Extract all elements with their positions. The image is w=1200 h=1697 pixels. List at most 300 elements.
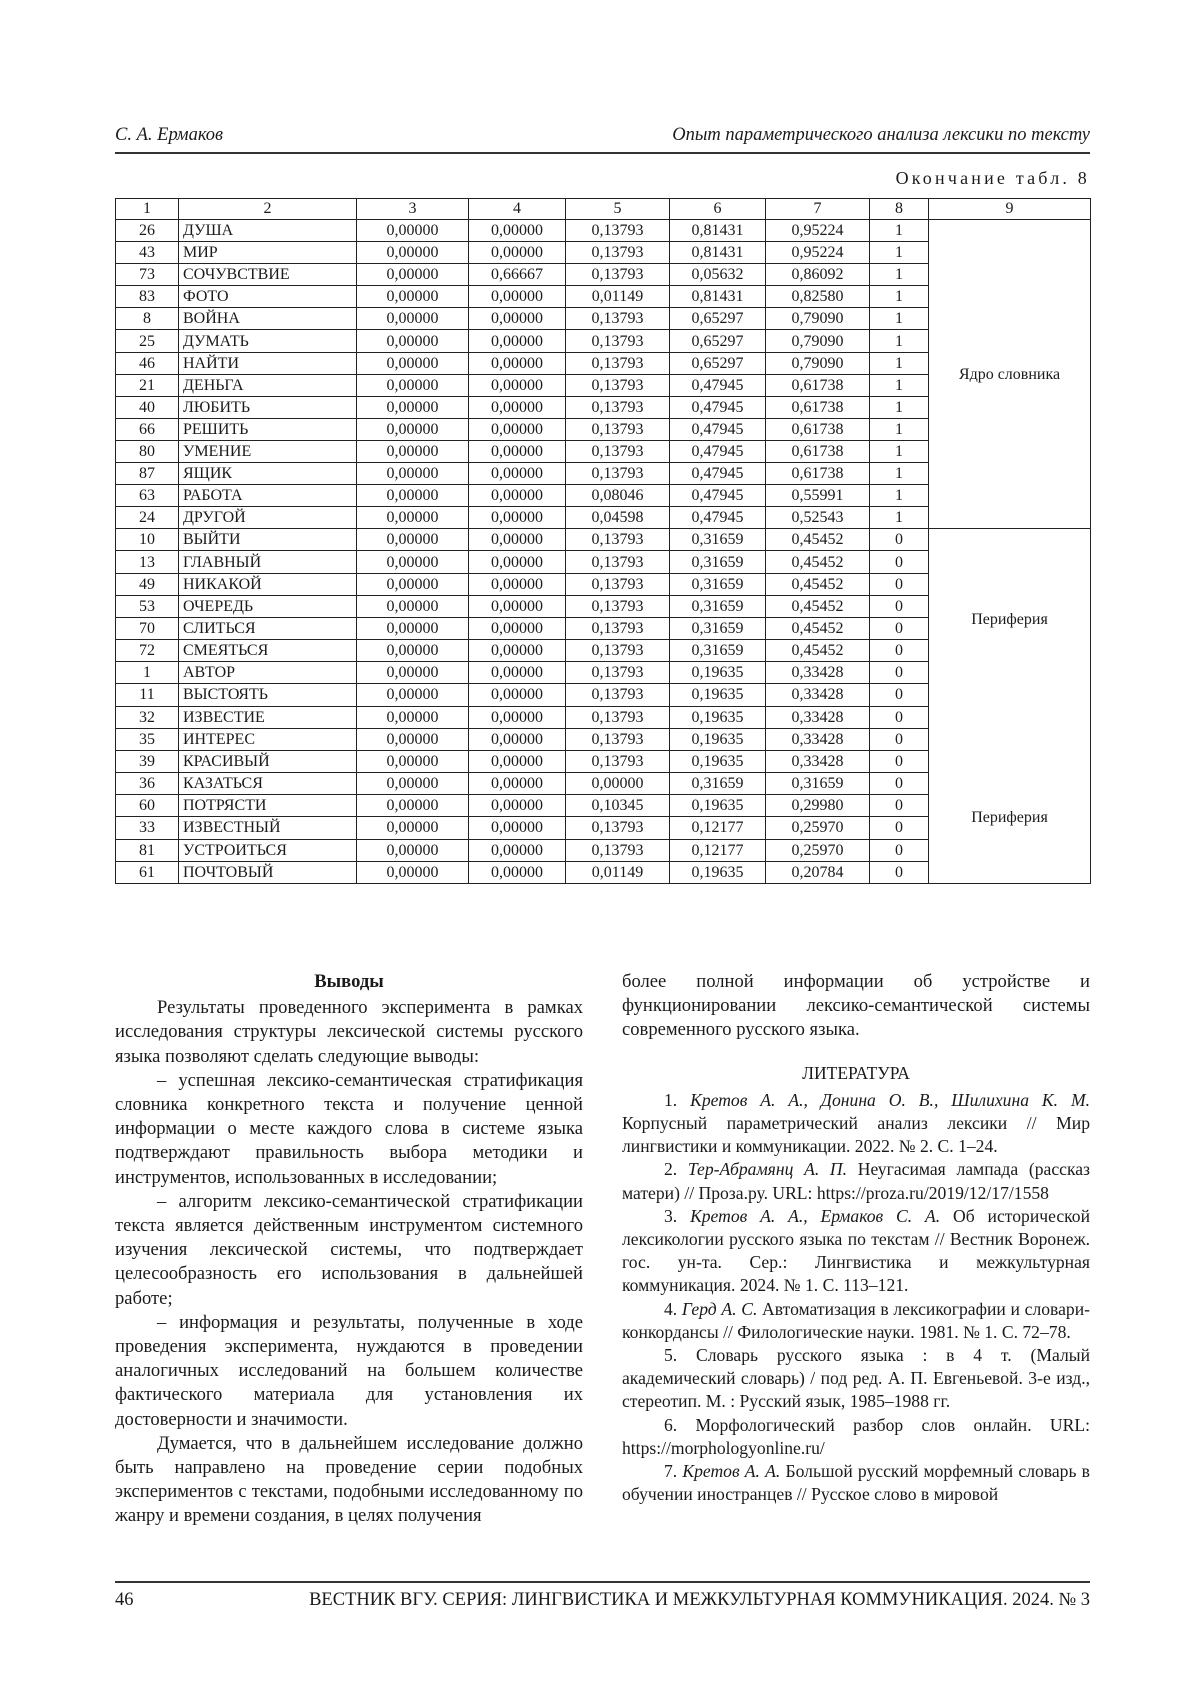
- word-cell: НИКАКОЙ: [179, 573, 357, 595]
- value-cell: 0,65297: [670, 308, 766, 330]
- data-table: [115, 198, 1091, 884]
- reference-item: [622, 1414, 1090, 1460]
- word-cell: ИНТЕРЕС: [179, 728, 357, 750]
- id-cell: 73: [116, 264, 179, 286]
- value-cell: 0,00000: [469, 706, 566, 728]
- value-cell: 0,00000: [469, 551, 566, 573]
- value-cell: 0,00000: [357, 795, 469, 817]
- reference-number: 3.: [664, 1205, 678, 1226]
- reference-number: 6.: [664, 1414, 678, 1435]
- value-cell: 0,00000: [357, 286, 469, 308]
- value-cell: 0,95224: [766, 220, 870, 242]
- value-cell: 0,33428: [766, 706, 870, 728]
- id-cell: 39: [116, 750, 179, 772]
- value-cell: 0,55991: [766, 485, 870, 507]
- value-cell: 0,47945: [670, 440, 766, 462]
- reference-text: Корпусный параметрический анализ лексики // Мир лингвистики и коммуникации. 2022. № 2. С. 1–24.: [622, 1113, 1090, 1157]
- word-cell: ДУМАТЬ: [179, 330, 357, 352]
- value-cell: 0,00000: [469, 507, 566, 529]
- value-cell: 0,20784: [766, 861, 870, 883]
- column-header: 5: [566, 199, 670, 220]
- value-cell: 0,00000: [469, 308, 566, 330]
- value-cell: 0,86092: [766, 264, 870, 286]
- value-cell: 0,13793: [566, 684, 670, 706]
- value-cell: 0,00000: [469, 573, 566, 595]
- value-cell: 0,33428: [766, 662, 870, 684]
- value-cell: 1: [870, 286, 929, 308]
- value-cell: 0: [870, 617, 929, 639]
- reference-authors: Герд А. С.: [681, 1298, 758, 1319]
- id-cell: 61: [116, 861, 179, 883]
- right-column: [622, 970, 1090, 1506]
- value-cell: 0,00000: [357, 418, 469, 440]
- value-cell: 0,13793: [566, 662, 670, 684]
- value-cell: 0,13793: [566, 617, 670, 639]
- value-cell: 0: [870, 728, 929, 750]
- value-cell: 1: [870, 308, 929, 330]
- value-cell: 0,13793: [566, 728, 670, 750]
- reference-item: [622, 1460, 1090, 1506]
- id-cell: 60: [116, 795, 179, 817]
- value-cell: 0,00000: [357, 529, 469, 551]
- id-cell: 35: [116, 728, 179, 750]
- value-cell: 0,79090: [766, 352, 870, 374]
- value-cell: 0: [870, 684, 929, 706]
- value-cell: 0,12177: [670, 817, 766, 839]
- value-cell: 0,00000: [566, 773, 670, 795]
- value-cell: 0,52543: [766, 507, 870, 529]
- value-cell: 0,31659: [670, 773, 766, 795]
- id-cell: 49: [116, 573, 179, 595]
- value-cell: 0,31659: [766, 773, 870, 795]
- group-label: Ядро словника: [958, 365, 1061, 383]
- reference-list: [622, 1089, 1090, 1507]
- value-cell: 0,61738: [766, 418, 870, 440]
- value-cell: 0: [870, 640, 929, 662]
- value-cell: 0,31659: [670, 617, 766, 639]
- value-cell: 0,47945: [670, 485, 766, 507]
- id-cell: 43: [116, 242, 179, 264]
- value-cell: 0,00000: [357, 330, 469, 352]
- value-cell: 1: [870, 264, 929, 286]
- value-cell: 0,00000: [469, 773, 566, 795]
- value-cell: 0,00000: [469, 220, 566, 242]
- id-cell: 1: [116, 662, 179, 684]
- value-cell: 0,00000: [469, 640, 566, 662]
- value-cell: 0,00000: [357, 507, 469, 529]
- value-cell: 0,13793: [566, 396, 670, 418]
- value-cell: 0,00000: [357, 352, 469, 374]
- id-cell: 80: [116, 440, 179, 462]
- value-cell: 1: [870, 440, 929, 462]
- value-cell: 0,00000: [469, 795, 566, 817]
- word-cell: РАБОТА: [179, 485, 357, 507]
- column-header: 4: [469, 199, 566, 220]
- id-cell: 72: [116, 640, 179, 662]
- value-cell: 0: [870, 817, 929, 839]
- value-cell: 0,00000: [469, 440, 566, 462]
- value-cell: 0,00000: [469, 330, 566, 352]
- value-cell: 0,00000: [469, 485, 566, 507]
- value-cell: 1: [870, 418, 929, 440]
- value-cell: 0: [870, 706, 929, 728]
- value-cell: 0,81431: [670, 242, 766, 264]
- value-cell: 0,95224: [766, 242, 870, 264]
- value-cell: 0,45452: [766, 529, 870, 551]
- value-cell: 0,00000: [469, 662, 566, 684]
- word-cell: ЛЮБИТЬ: [179, 396, 357, 418]
- table-row: [116, 220, 1091, 242]
- value-cell: 0,00000: [469, 286, 566, 308]
- value-cell: 0,45452: [766, 617, 870, 639]
- group-cell: [929, 529, 1091, 884]
- id-cell: 70: [116, 617, 179, 639]
- value-cell: 0,81431: [670, 286, 766, 308]
- value-cell: 0,05632: [670, 264, 766, 286]
- column-header: 6: [670, 199, 766, 220]
- value-cell: 0,00000: [469, 684, 566, 706]
- value-cell: 1: [870, 220, 929, 242]
- value-cell: 0,13793: [566, 839, 670, 861]
- word-cell: УСТРОИТЬСЯ: [179, 839, 357, 861]
- reference-item: [622, 1344, 1090, 1414]
- value-cell: 0,31659: [670, 640, 766, 662]
- word-cell: КРАСИВЫЙ: [179, 750, 357, 772]
- value-cell: 0,00000: [357, 440, 469, 462]
- running-head: [115, 125, 1090, 155]
- reference-item: [622, 1158, 1090, 1204]
- value-cell: 0,12177: [670, 839, 766, 861]
- value-cell: 0,13793: [566, 551, 670, 573]
- reference-item: [622, 1298, 1090, 1344]
- reference-number: 2.: [664, 1159, 678, 1180]
- value-cell: 0,01149: [566, 861, 670, 883]
- value-cell: 0,33428: [766, 750, 870, 772]
- value-cell: 0,00000: [469, 418, 566, 440]
- section-title-conclusions: Выводы: [314, 971, 384, 992]
- value-cell: 0: [870, 529, 929, 551]
- value-cell: 0,00000: [357, 595, 469, 617]
- value-cell: 0,00000: [357, 308, 469, 330]
- id-cell: 83: [116, 286, 179, 308]
- value-cell: 0,00000: [357, 374, 469, 396]
- value-cell: 0,00000: [357, 728, 469, 750]
- value-cell: 1: [870, 485, 929, 507]
- value-cell: 0,13793: [566, 352, 670, 374]
- value-cell: 0: [870, 795, 929, 817]
- reference-text: Морфологический разбор слов онлайн. URL: https://morphologyonline.ru/: [622, 1414, 1090, 1458]
- value-cell: 0,29980: [766, 795, 870, 817]
- value-cell: 0,01149: [566, 286, 670, 308]
- id-cell: 24: [116, 507, 179, 529]
- value-cell: 0,00000: [469, 817, 566, 839]
- value-cell: 0,82580: [766, 286, 870, 308]
- word-cell: СЛИТЬСЯ: [179, 617, 357, 639]
- value-cell: 1: [870, 396, 929, 418]
- word-cell: ДЕНЬГА: [179, 374, 357, 396]
- id-cell: 11: [116, 684, 179, 706]
- word-cell: РЕШИТЬ: [179, 418, 357, 440]
- value-cell: 0,00000: [357, 617, 469, 639]
- column-header: 1: [116, 199, 179, 220]
- word-cell: ЯЩИК: [179, 463, 357, 485]
- reference-text: Об исторической лексикологии русского языка по текстам // Вестник Воронеж. гос. ун-та. Сер.: Лингвистика и межкультурная коммуникация. 2024. № 1. С. 113–121.: [622, 1205, 1090, 1296]
- value-cell: 1: [870, 330, 929, 352]
- value-cell: 0,00000: [357, 264, 469, 286]
- value-cell: 0,13793: [566, 463, 670, 485]
- table-caption: Окончание табл. 8: [895, 168, 1090, 188]
- column-header: 9: [929, 199, 1091, 220]
- id-cell: 46: [116, 352, 179, 374]
- value-cell: 0,13793: [566, 573, 670, 595]
- group-label: Периферия: [971, 809, 1048, 827]
- id-cell: 25: [116, 330, 179, 352]
- value-cell: 0,00000: [357, 485, 469, 507]
- value-cell: 0,00000: [357, 551, 469, 573]
- value-cell: 0,25970: [766, 817, 870, 839]
- value-cell: 0,00000: [357, 242, 469, 264]
- id-cell: 66: [116, 418, 179, 440]
- value-cell: 0,13793: [566, 706, 670, 728]
- value-cell: 0,00000: [357, 861, 469, 883]
- value-cell: 0,25970: [766, 839, 870, 861]
- reference-number: 1.: [664, 1089, 678, 1110]
- value-cell: 0,00000: [357, 463, 469, 485]
- conclusion-paragraph: – успешная лексико-семантическая стратификация словника конкретного текста и получение ценной информации о месте каждого слова в системе языка подтверждают правильность выбора методики и инструментов, использованных в исследовании;: [115, 1069, 583, 1188]
- id-cell: 87: [116, 463, 179, 485]
- value-cell: 0: [870, 861, 929, 883]
- word-cell: ВЫЙТИ: [179, 529, 357, 551]
- word-cell: ДРУГОЙ: [179, 507, 357, 529]
- value-cell: 0,47945: [670, 463, 766, 485]
- value-cell: 0: [870, 839, 929, 861]
- reference-number: 5.: [664, 1345, 678, 1366]
- id-cell: 36: [116, 773, 179, 795]
- value-cell: 0,13793: [566, 640, 670, 662]
- conclusions-column: [115, 970, 583, 1529]
- value-cell: 0,65297: [670, 330, 766, 352]
- running-head-author: С. А. Ермаков: [115, 125, 224, 145]
- id-cell: 26: [116, 220, 179, 242]
- reference-authors: Тер-Абрамянц А. П.: [687, 1159, 848, 1180]
- value-cell: 0: [870, 551, 929, 573]
- reference-number: 4.: [664, 1298, 678, 1319]
- word-cell: НАЙТИ: [179, 352, 357, 374]
- value-cell: 0,61738: [766, 374, 870, 396]
- word-cell: УМЕНИЕ: [179, 440, 357, 462]
- value-cell: 0,31659: [670, 551, 766, 573]
- conclusion-paragraph: Результаты проведенного эксперимента в рамках исследования структуры лексической системы русского языка позволяют сделать следующие выводы:: [115, 997, 583, 1067]
- id-cell: 63: [116, 485, 179, 507]
- value-cell: 1: [870, 352, 929, 374]
- word-cell: ВОЙНА: [179, 308, 357, 330]
- value-cell: 0,00000: [469, 595, 566, 617]
- id-cell: 53: [116, 595, 179, 617]
- value-cell: 0,47945: [670, 418, 766, 440]
- value-cell: 0,00000: [357, 773, 469, 795]
- value-cell: 0,13793: [566, 817, 670, 839]
- id-cell: 8: [116, 308, 179, 330]
- value-cell: 0,47945: [670, 374, 766, 396]
- value-cell: 0,00000: [357, 706, 469, 728]
- reference-text: Неугасимая лампада (рассказ матери) // Проза.ру. URL: https://proza.ru/2019/12/17/1558: [622, 1159, 1090, 1203]
- journal-title: ВЕСТНИК ВГУ. СЕРИЯ: ЛИНГВИСТИКА И МЕЖКУЛЬТУРНАЯ КОММУНИКАЦИЯ. 2024. № 3: [309, 1590, 1090, 1610]
- value-cell: 0,13793: [566, 750, 670, 772]
- id-cell: 33: [116, 817, 179, 839]
- reference-item: [622, 1089, 1090, 1159]
- value-cell: 0: [870, 595, 929, 617]
- literature-title: ЛИТЕРАТУРА: [802, 1062, 910, 1083]
- group-cell: [929, 220, 1091, 529]
- value-cell: 0,31659: [670, 573, 766, 595]
- id-cell: 81: [116, 839, 179, 861]
- value-cell: 0,45452: [766, 551, 870, 573]
- value-cell: 0,00000: [357, 662, 469, 684]
- reference-authors: Кретов А. А., Ермаков С. А.: [690, 1205, 941, 1226]
- value-cell: 0,00000: [469, 617, 566, 639]
- value-cell: 0,00000: [469, 242, 566, 264]
- value-cell: 0,00000: [357, 839, 469, 861]
- value-cell: 0: [870, 750, 929, 772]
- value-cell: 0,13793: [566, 440, 670, 462]
- value-cell: 0,81431: [670, 220, 766, 242]
- word-cell: ГЛАВНЫЙ: [179, 551, 357, 573]
- value-cell: 0,00000: [469, 529, 566, 551]
- value-cell: 0,45452: [766, 640, 870, 662]
- value-cell: 0,47945: [670, 507, 766, 529]
- id-cell: 10: [116, 529, 179, 551]
- value-cell: 1: [870, 507, 929, 529]
- table-row: [116, 529, 1091, 551]
- value-cell: 0,13793: [566, 529, 670, 551]
- value-cell: 0,00000: [469, 750, 566, 772]
- value-cell: 0,00000: [469, 463, 566, 485]
- word-cell: АВТОР: [179, 662, 357, 684]
- value-cell: 0,47945: [670, 396, 766, 418]
- value-cell: 0,13793: [566, 595, 670, 617]
- id-cell: 40: [116, 396, 179, 418]
- value-cell: 0,00000: [357, 396, 469, 418]
- value-cell: 0,31659: [670, 529, 766, 551]
- value-cell: 0,13793: [566, 220, 670, 242]
- value-cell: 0,00000: [357, 640, 469, 662]
- reference-authors: Кретов А. А., Донина О. В., Шилихина К. М.: [690, 1089, 1090, 1110]
- word-cell: СМЕЯТЬСЯ: [179, 640, 357, 662]
- value-cell: 0,00000: [469, 728, 566, 750]
- value-cell: 0,61738: [766, 463, 870, 485]
- value-cell: 0: [870, 573, 929, 595]
- value-cell: 0,61738: [766, 440, 870, 462]
- id-cell: 13: [116, 551, 179, 573]
- value-cell: 0,00000: [469, 396, 566, 418]
- value-cell: 0,00000: [469, 374, 566, 396]
- value-cell: 0,19635: [670, 750, 766, 772]
- value-cell: 0,79090: [766, 308, 870, 330]
- value-cell: 0,00000: [357, 573, 469, 595]
- value-cell: 0,00000: [469, 861, 566, 883]
- running-head-title: Опыт параметрического анализа лексики по тексту: [672, 125, 1090, 145]
- value-cell: 0,04598: [566, 507, 670, 529]
- value-cell: 0,08046: [566, 485, 670, 507]
- id-cell: 21: [116, 374, 179, 396]
- header-divider: [115, 152, 1090, 154]
- value-cell: 0,33428: [766, 728, 870, 750]
- value-cell: 0,00000: [469, 352, 566, 374]
- word-cell: ОЧЕРЕДЬ: [179, 595, 357, 617]
- word-cell: СОЧУВСТВИЕ: [179, 264, 357, 286]
- reference-authors: Кретов А. А.: [682, 1461, 781, 1482]
- value-cell: 1: [870, 374, 929, 396]
- word-cell: КАЗАТЬСЯ: [179, 773, 357, 795]
- column-header: 7: [766, 199, 870, 220]
- group-label: Периферия: [971, 611, 1048, 629]
- value-cell: 0,13793: [566, 374, 670, 396]
- word-cell: ДУША: [179, 220, 357, 242]
- word-cell: ИЗВЕСТИЕ: [179, 706, 357, 728]
- value-cell: 0,13793: [566, 418, 670, 440]
- value-cell: 0,45452: [766, 573, 870, 595]
- value-cell: 0,19635: [670, 684, 766, 706]
- conclusion-paragraph: – информация и результаты, полученные в ходе проведения эксперимента, нуждаются в проведении аналогичных исследований на большем количестве фактического материала для установления их достоверности и значимости.: [115, 1311, 583, 1430]
- value-cell: 0,13793: [566, 330, 670, 352]
- word-cell: ВЫСТОЯТЬ: [179, 684, 357, 706]
- conclusion-paragraph: – алгоритм лексико-семантической стратификации текста является действенным инструментом системного изучения лексической системы, что подтверждает целесообразность его использования в дальнейшей работе;: [115, 1190, 583, 1309]
- value-cell: 0,33428: [766, 684, 870, 706]
- value-cell: 0,19635: [670, 662, 766, 684]
- word-cell: ФОТО: [179, 286, 357, 308]
- column-header: 3: [357, 199, 469, 220]
- value-cell: 0,31659: [670, 595, 766, 617]
- footer-divider: [115, 1581, 1090, 1583]
- id-cell: 32: [116, 706, 179, 728]
- reference-number: 7.: [664, 1461, 678, 1482]
- conclusion-paragraph: Думается, что в дальнейшем исследование должно быть направлено на проведение серии подобных экспериментов с текстами, подобными исследованному по жанру и времени создания, в целях получения: [115, 1432, 583, 1527]
- reference-text: Большой русский морфемный словарь в обучении иностранцев // Русское слово в мировой: [622, 1461, 1090, 1505]
- value-cell: 0,00000: [469, 839, 566, 861]
- value-cell: 0,19635: [670, 706, 766, 728]
- value-cell: 0,10345: [566, 795, 670, 817]
- value-cell: 0,66667: [469, 264, 566, 286]
- column-header: 2: [179, 199, 357, 220]
- value-cell: 1: [870, 242, 929, 264]
- value-cell: 0,61738: [766, 396, 870, 418]
- value-cell: 0,00000: [357, 684, 469, 706]
- word-cell: ПОТРЯСТИ: [179, 795, 357, 817]
- reference-item: [622, 1205, 1090, 1298]
- value-cell: 0,13793: [566, 242, 670, 264]
- value-cell: 0,13793: [566, 308, 670, 330]
- value-cell: 0,13793: [566, 264, 670, 286]
- conclusions-continuation: более полной информации об устройстве и функционировании лексико-семантической системы современного русского языка.: [622, 971, 1090, 1041]
- value-cell: 1: [870, 463, 929, 485]
- page-number: 46: [115, 1590, 134, 1610]
- word-cell: ИЗВЕСТНЫЙ: [179, 817, 357, 839]
- value-cell: 0,19635: [670, 795, 766, 817]
- value-cell: 0,00000: [357, 817, 469, 839]
- value-cell: 0: [870, 662, 929, 684]
- value-cell: 0,00000: [357, 220, 469, 242]
- column-header: 8: [870, 199, 929, 220]
- reference-text: Словарь русского языка : в 4 т. (Малый академический словарь) / под ред. А. П. Евгеньевой. 3-е изд., стереотип. М. : Русский язык, 1985–1988 гг.: [622, 1345, 1090, 1412]
- value-cell: 0,19635: [670, 728, 766, 750]
- value-cell: 0: [870, 773, 929, 795]
- word-cell: МИР: [179, 242, 357, 264]
- reference-text: Автоматизация в лексикографии и словари-конкордансы // Филологические науки. 1981. № 1. С. 72–78.: [622, 1298, 1090, 1342]
- word-cell: ПОЧТОВЫЙ: [179, 861, 357, 883]
- value-cell: 0,00000: [357, 750, 469, 772]
- value-cell: 0,45452: [766, 595, 870, 617]
- value-cell: 0,19635: [670, 861, 766, 883]
